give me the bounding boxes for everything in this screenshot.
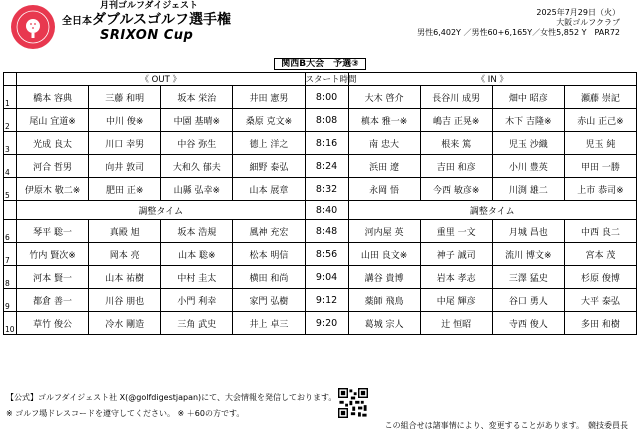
out-player-name: 肥田 正※ [89, 178, 161, 201]
out-player-name: 松本 明信 [233, 243, 305, 266]
in-player-name: 赤山 正己※ [564, 109, 636, 132]
out-player-name: 尾山 宜道※ [17, 109, 89, 132]
in-player-name: 講谷 貴博 [348, 266, 420, 289]
in-player-name: 児玉 純 [564, 132, 636, 155]
start-time: 8:40 [305, 201, 348, 220]
championship-name: 全日本ダブルスゴルフ選手権 [62, 12, 232, 28]
start-time: 8:56 [305, 243, 348, 266]
table-row [4, 109, 637, 132]
in-player-name: 児玉 沙織 [492, 132, 564, 155]
out-player-name: 伊原木 敬二※ [17, 178, 89, 201]
in-player-name: 嶋吉 正晃※ [420, 109, 492, 132]
out-player-name: 河本 賢一 [17, 266, 89, 289]
row-number: 8 [4, 266, 17, 289]
out-player-name: 小門 利幸 [161, 289, 233, 312]
row-number: 4 [4, 155, 17, 178]
row-number: 3 [4, 132, 17, 155]
event-info [417, 8, 620, 38]
in-player-name: 吉田 和彦 [420, 155, 492, 178]
venue: 大阪ゴルフクラブ [556, 18, 620, 27]
out-player-name: 冷水 剛造 [89, 312, 161, 335]
yardage: 男性6,402Y ／男性60+6,165Y／女性5,852 Y PAR72 [417, 28, 620, 37]
in-player-name: 月城 昌也 [492, 220, 564, 243]
out-column-header: 《 OUT 》 [17, 73, 306, 86]
magazine-name: 月刊ゴルフダイジェスト [100, 1, 199, 11]
row-number: 5 [4, 178, 17, 201]
out-player-name: 三藤 和明 [89, 86, 161, 109]
out-player-name: 中園 基晴※ [161, 109, 233, 132]
in-player-name: 甲田 一勝 [564, 155, 636, 178]
table-row [4, 86, 637, 109]
table-row [4, 132, 637, 155]
in-player-name: 薬師 飛鳥 [348, 289, 420, 312]
in-player-name: 葛城 宗人 [348, 312, 420, 335]
adjustment-row [4, 201, 637, 220]
in-player-name: 大平 泰弘 [564, 289, 636, 312]
row-number-header [4, 73, 17, 86]
table-row [4, 155, 637, 178]
table-row [4, 220, 637, 243]
start-time: 8:24 [305, 155, 348, 178]
out-player-name: 河合 哲男 [17, 155, 89, 178]
start-time: 8:16 [305, 132, 348, 155]
row-number: 10 [4, 312, 17, 335]
table-row [4, 312, 637, 335]
start-time: 9:04 [305, 266, 348, 289]
table-row [4, 243, 637, 266]
footer-sns-note: 【公式】ゴルフダイジェスト社 X(@golfdigestjapan)にて、大会情報を発信しております。 [6, 393, 337, 402]
in-player-name: 上市 恭司※ [564, 178, 636, 201]
out-player-name: 坂本 栄治 [161, 86, 233, 109]
in-player-name: 永岡 悟 [348, 178, 420, 201]
in-player-name: 神子 誠司 [420, 243, 492, 266]
out-player-name: 井田 憲男 [233, 86, 305, 109]
out-player-name: 竹内 賢次※ [17, 243, 89, 266]
in-column-header: 《 IN 》 [348, 73, 637, 86]
in-player-name: 中西 良二 [564, 220, 636, 243]
out-player-name: 中谷 弥生 [161, 132, 233, 155]
out-player-name: 桑原 克文※ [233, 109, 305, 132]
row-number: 2 [4, 109, 17, 132]
pairings-table [3, 72, 637, 335]
sponsor-logo: SRIXON Cup [100, 28, 194, 43]
out-player-name: 橋本 容典 [17, 86, 89, 109]
out-player-name: 真殿 旭 [89, 220, 161, 243]
in-player-name: 南 忠大 [348, 132, 420, 155]
round-title: 関西B大会 予選③ [0, 56, 640, 69]
in-player-name: 寺西 俊人 [492, 312, 564, 335]
out-player-name: 琴平 聡一 [17, 220, 89, 243]
in-player-name: 宮本 茂 [564, 243, 636, 266]
in-player-name: 辻 恒昭 [420, 312, 492, 335]
out-player-name: 都倉 善一 [17, 289, 89, 312]
out-player-name: 井上 卓三 [233, 312, 305, 335]
out-player-name: 三角 武史 [161, 312, 233, 335]
in-player-name: 畑中 昭彦 [492, 86, 564, 109]
row-number: 9 [4, 289, 17, 312]
row-number [4, 201, 17, 220]
in-adjustment-label: 調整タイム [348, 201, 637, 220]
out-player-name: 家門 弘樹 [233, 289, 305, 312]
event-date: 2025年7月29日（火） [536, 8, 620, 17]
in-player-name: 根来 篤 [420, 132, 492, 155]
start-time: 9:12 [305, 289, 348, 312]
in-player-name: 岩本 孝志 [420, 266, 492, 289]
out-player-name: 大和久 郁夫 [161, 155, 233, 178]
start-time-header: スタート時間 [305, 73, 348, 86]
out-player-name: 坂本 浩規 [161, 220, 233, 243]
golf-digest-doubles-logo [10, 4, 56, 50]
in-player-name: 中尾 輝彦 [420, 289, 492, 312]
out-player-name: 山本 聡※ [161, 243, 233, 266]
out-player-name: 風神 充宏 [233, 220, 305, 243]
row-number: 6 [4, 220, 17, 243]
table-row [4, 178, 637, 201]
in-player-name: 谷口 勇人 [492, 289, 564, 312]
in-player-name: 山田 良文※ [348, 243, 420, 266]
start-time: 9:20 [305, 312, 348, 335]
out-player-name: 川谷 朋也 [89, 289, 161, 312]
out-player-name: 細野 泰弘 [233, 155, 305, 178]
out-player-name: 山本 祐樹 [89, 266, 161, 289]
start-time: 8:00 [305, 86, 348, 109]
in-player-name: 杉原 俊博 [564, 266, 636, 289]
out-player-name: 中村 圭太 [161, 266, 233, 289]
start-time: 8:08 [305, 109, 348, 132]
championship-title [62, 2, 231, 42]
footer-change-note: この組合せは諸事情により、変更することがあります。 競技委員長 [384, 421, 628, 430]
out-player-name: 草竹 俊公 [17, 312, 89, 335]
in-player-name: 重里 一文 [420, 220, 492, 243]
out-player-name: 中川 俊※ [89, 109, 161, 132]
row-number: 1 [4, 86, 17, 109]
out-player-name: 川口 幸男 [89, 132, 161, 155]
qr-code-icon[interactable] [338, 388, 368, 418]
in-player-name: 浜田 遼 [348, 155, 420, 178]
in-player-name: 木下 吉隆※ [492, 109, 564, 132]
in-player-name: 流川 博文※ [492, 243, 564, 266]
table-row [4, 289, 637, 312]
table-header-row [4, 73, 637, 86]
in-player-name: 小川 豊英 [492, 155, 564, 178]
in-player-name: 河内屋 英 [348, 220, 420, 243]
out-player-name: 山本 展章 [233, 178, 305, 201]
table-row [4, 266, 637, 289]
in-player-name: 長谷川 成男 [420, 86, 492, 109]
start-time: 8:48 [305, 220, 348, 243]
in-player-name: 瀬藤 崇記 [564, 86, 636, 109]
in-player-name: 今西 敏彦※ [420, 178, 492, 201]
row-number: 7 [4, 243, 17, 266]
out-player-name: 向井 敦司 [89, 155, 161, 178]
footer-dress-code-note: ※ ゴルフ場ドレスコードを遵守してください。 ※ ＋60の方です。 [6, 409, 245, 418]
out-player-name: 横田 和尚 [233, 266, 305, 289]
start-time: 8:32 [305, 178, 348, 201]
in-player-name: 槙本 雅一※ [348, 109, 420, 132]
out-player-name: 德上 洋之 [233, 132, 305, 155]
in-player-name: 川渕 雄二 [492, 178, 564, 201]
out-player-name: 岡本 亮 [89, 243, 161, 266]
in-player-name: 多田 和樹 [564, 312, 636, 335]
in-player-name: 三澤 猛史 [492, 266, 564, 289]
out-adjustment-label: 調整タイム [17, 201, 306, 220]
out-player-name: 山縣 弘幸※ [161, 178, 233, 201]
in-player-name: 大木 啓介 [348, 86, 420, 109]
out-player-name: 光成 良太 [17, 132, 89, 155]
